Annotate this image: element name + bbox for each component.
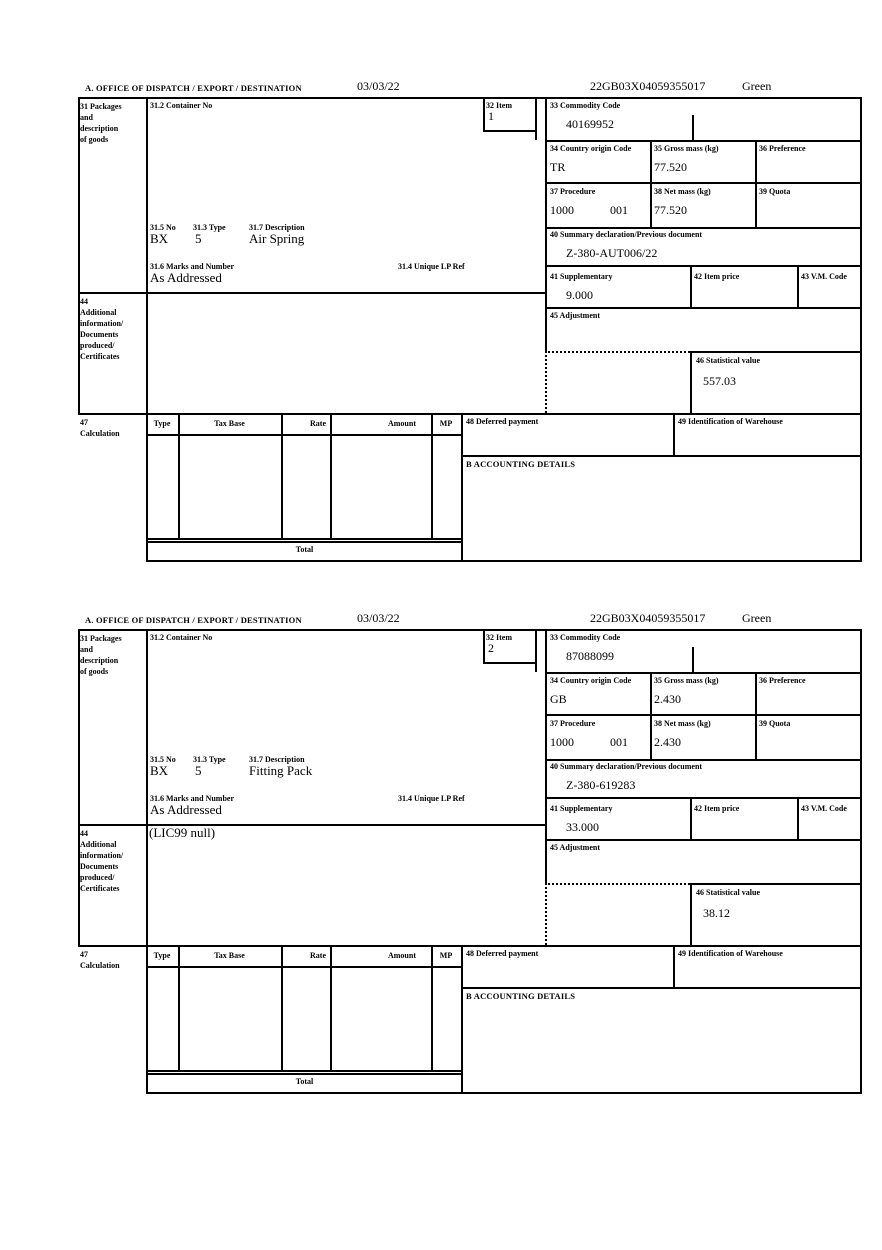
grid-line: [146, 966, 463, 968]
grid-line: [146, 1073, 463, 1075]
grid-line: [146, 538, 463, 540]
box31-label-line: 31 Packages: [80, 102, 122, 111]
item-label: 32 Item: [486, 101, 512, 110]
box47-label: [80, 949, 120, 971]
tax-header-amount: Amount: [387, 419, 416, 428]
grid-line: [673, 413, 675, 455]
grid-line: [78, 945, 862, 947]
gross-mass-value: 77.520: [654, 160, 687, 174]
tax-header-amount: Amount: [387, 951, 416, 960]
country-origin-label: 34 Country origin Code: [550, 676, 632, 685]
grid-line: [330, 413, 332, 538]
box47-label: [80, 417, 120, 439]
adjustment-label: 45 Adjustment: [550, 311, 601, 320]
gross-mass-label: 35 Gross mass (kg): [654, 676, 719, 685]
movement-reference-number: 22GB03X04059355017: [590, 611, 706, 625]
box44-label: [80, 296, 123, 362]
box31-label-line: and: [80, 113, 93, 122]
grid-line: [281, 413, 283, 538]
box31-label-line: description: [80, 124, 119, 133]
grid-line: [461, 413, 463, 560]
grid-line: [78, 292, 547, 294]
grid-line: [650, 672, 652, 759]
item-number-value: 2: [488, 641, 494, 655]
warehouse-id-label: 49 Identification of Warehouse: [678, 949, 783, 958]
box44-label-line: produced/: [80, 873, 115, 882]
grid-line: [673, 945, 675, 987]
accounting-details-label: B ACCOUNTING DETAILS: [466, 991, 576, 1001]
grid-line: [690, 265, 692, 307]
movement-reference-number: 22GB03X04059355017: [590, 79, 706, 93]
grid-line: [146, 1092, 862, 1094]
box31-label-line: description: [80, 656, 119, 665]
grid-line: [545, 307, 862, 309]
preference-label: 36 Preference: [759, 144, 806, 153]
dotted-grid-line: [545, 883, 547, 945]
marks-value: As Addressed: [150, 270, 222, 285]
grid-line: [483, 629, 485, 662]
supplementary-label: 41 Supplementary: [550, 272, 613, 281]
grid-line: [755, 140, 757, 227]
tax-header-tax-base: Tax Base: [214, 419, 245, 428]
package-no-label: 31.5 No: [150, 223, 176, 232]
box44-label-line: Certificates: [80, 352, 120, 361]
grid-line: [690, 883, 692, 945]
description-value: Air Spring: [249, 231, 305, 246]
package-no-label: 31.5 No: [150, 755, 176, 764]
statistical-value-value: 557.03: [703, 374, 736, 388]
box44-label-line: 44: [80, 297, 88, 306]
grid-line: [545, 672, 862, 674]
marks-label: 31.6 Marks and Number: [150, 794, 235, 803]
grid-line: [78, 97, 862, 99]
additional-information-value: (LIC99 null): [149, 825, 216, 840]
grid-line: [330, 945, 332, 1070]
box44-label-line: Additional: [80, 840, 117, 849]
previous-document-value: Z-380-619283: [566, 778, 636, 792]
tax-header-rate: Rate: [310, 951, 326, 960]
box47-label-line: 47: [80, 418, 88, 427]
package-type-value: 5: [195, 763, 202, 778]
vm-code-label: 43 V.M. Code: [801, 272, 847, 281]
grid-line: [545, 797, 862, 799]
grid-line: [535, 97, 537, 140]
box44-label-line: Certificates: [80, 884, 120, 893]
grid-line: [146, 434, 463, 436]
dotted-grid-line: [545, 351, 690, 353]
grid-line: [78, 629, 862, 631]
gross-mass-value: 2.430: [654, 692, 681, 706]
item-price-label: 42 Item price: [694, 804, 740, 813]
previous-document-label: 40 Summary declaration/Previous document: [550, 762, 703, 771]
description-label: 31.7 Description: [249, 223, 305, 232]
package-no-value: BX: [150, 763, 169, 778]
tax-header-rate: Rate: [310, 419, 326, 428]
previous-document-value: Z-380-AUT006/22: [566, 246, 658, 260]
office-of-dispatch-label: A. OFFICE OF DISPATCH / EXPORT / DESTINATION: [85, 615, 302, 625]
net-mass-label: 38 Net mass (kg): [654, 719, 711, 728]
accounting-details-label: B ACCOUNTING DETAILS: [466, 459, 576, 469]
statistical-value-value: 38.12: [703, 906, 730, 920]
container-no-label: 31.2 Container No: [150, 101, 213, 110]
grid-line: [690, 883, 862, 885]
box44-label-line: information/: [80, 851, 124, 860]
grid-line: [535, 629, 537, 672]
route-status: Green: [742, 611, 772, 625]
tax-header-mp: MP: [439, 419, 453, 428]
grid-line: [690, 797, 692, 839]
previous-document-label: 40 Summary declaration/Previous document: [550, 230, 703, 239]
adjustment-label: 45 Adjustment: [550, 843, 601, 852]
description-label: 31.7 Description: [249, 755, 305, 764]
box47-label-line: Calculation: [80, 961, 120, 970]
box44-label: [80, 828, 123, 894]
country-origin-label: 34 Country origin Code: [550, 144, 632, 153]
office-of-dispatch-label: A. OFFICE OF DISPATCH / EXPORT / DESTINATION: [85, 83, 302, 93]
commodity-code-label: 33 Commodity Code: [550, 101, 621, 110]
box44-label-line: 44: [80, 829, 88, 838]
grid-line: [545, 182, 862, 184]
deferred-payment-label: 48 Deferred payment: [466, 417, 539, 426]
supplementary-label: 41 Supplementary: [550, 804, 613, 813]
grid-line: [545, 714, 862, 716]
box44-label-line: Documents: [80, 330, 119, 339]
customs-declaration-item-copy: [0, 612, 882, 1094]
commodity-code-label: 33 Commodity Code: [550, 633, 621, 642]
net-mass-value: 2.430: [654, 735, 681, 749]
marks-value: As Addressed: [150, 802, 222, 817]
grid-line: [860, 629, 862, 1092]
item-label: 32 Item: [486, 633, 512, 642]
grid-line: [461, 987, 862, 989]
declaration-date: 03/03/22: [357, 611, 400, 625]
procedure-label: 37 Procedure: [550, 719, 596, 728]
box31-label-line: of goods: [80, 667, 109, 676]
box44-label-line: Documents: [80, 862, 119, 871]
deferred-payment-label: 48 Deferred payment: [466, 949, 539, 958]
grid-line: [690, 351, 692, 413]
package-no-value: BX: [150, 231, 169, 246]
grid-line: [146, 1070, 463, 1072]
tax-header-type: Type: [153, 951, 171, 960]
item-number-value: 1: [488, 109, 494, 123]
grid-line: [431, 413, 433, 538]
quota-label: 39 Quota: [759, 187, 791, 196]
grid-line: [146, 541, 463, 543]
grid-line: [545, 265, 862, 267]
declaration-date: 03/03/22: [357, 79, 400, 93]
tax-header-type: Type: [153, 419, 171, 428]
package-type-label: 31.3 Type: [193, 755, 226, 764]
grid-line: [545, 140, 862, 142]
tax-total-label: Total: [295, 545, 314, 554]
grid-line: [178, 945, 180, 1070]
grid-line: [431, 945, 433, 1070]
box44-label-line: Additional: [80, 308, 117, 317]
grid-line: [483, 130, 537, 132]
supplementary-value: 33.000: [566, 820, 599, 834]
box31-label-line: and: [80, 645, 93, 654]
container-no-label: 31.2 Container No: [150, 633, 213, 642]
box31-label: [80, 101, 122, 145]
unique-lp-ref-label: 31.4 Unique LP Ref: [398, 262, 465, 271]
grid-line: [178, 413, 180, 538]
grid-line: [650, 140, 652, 227]
grid-line: [146, 629, 148, 1092]
dotted-grid-line: [545, 351, 547, 413]
box31-label-line: 31 Packages: [80, 634, 122, 643]
procedure-value-1: 1000: [550, 203, 574, 217]
procedure-value-2: 001: [610, 735, 628, 749]
grid-line: [545, 759, 862, 761]
grid-line: [797, 797, 799, 839]
tax-header-mp: MP: [439, 951, 453, 960]
box44-label-line: produced/: [80, 341, 115, 350]
box47-label-line: 47: [80, 950, 88, 959]
grid-line: [483, 97, 485, 130]
country-origin-value: TR: [550, 160, 566, 174]
net-mass-label: 38 Net mass (kg): [654, 187, 711, 196]
net-mass-value: 77.520: [654, 203, 687, 217]
unique-lp-ref-label: 31.4 Unique LP Ref: [398, 794, 465, 803]
customs-declaration-item-copy: [0, 80, 882, 562]
grid-line: [461, 945, 463, 1092]
grid-line: [545, 839, 862, 841]
grid-line: [461, 455, 862, 457]
warehouse-id-label: 49 Identification of Warehouse: [678, 417, 783, 426]
tax-total-label: Total: [295, 1077, 314, 1086]
grid-line: [860, 97, 862, 560]
procedure-value-1: 1000: [550, 735, 574, 749]
grid-line: [281, 945, 283, 1070]
grid-line: [755, 672, 757, 759]
statistical-value-label: 46 Statistical value: [696, 356, 760, 365]
procedure-label: 37 Procedure: [550, 187, 596, 196]
statistical-value-label: 46 Statistical value: [696, 888, 760, 897]
dotted-grid-line: [545, 883, 690, 885]
tax-header-tax-base: Tax Base: [214, 951, 245, 960]
preference-label: 36 Preference: [759, 676, 806, 685]
grid-line: [692, 115, 694, 140]
box47-label-line: Calculation: [80, 429, 120, 438]
supplementary-value: 9.000: [566, 288, 593, 302]
gross-mass-label: 35 Gross mass (kg): [654, 144, 719, 153]
commodity-code-value: 87088099: [566, 649, 614, 663]
grid-line: [545, 227, 862, 229]
grid-line: [78, 413, 862, 415]
grid-line: [692, 647, 694, 672]
grid-line: [797, 265, 799, 307]
box31-label: [80, 633, 122, 677]
country-origin-value: GB: [550, 692, 567, 706]
route-status: Green: [742, 79, 772, 93]
package-type-label: 31.3 Type: [193, 223, 226, 232]
procedure-value-2: 001: [610, 203, 628, 217]
item-price-label: 42 Item price: [694, 272, 740, 281]
commodity-code-value: 40169952: [566, 117, 614, 131]
marks-label: 31.6 Marks and Number: [150, 262, 235, 271]
package-type-value: 5: [195, 231, 202, 246]
grid-line: [146, 97, 148, 560]
grid-line: [483, 662, 537, 664]
quota-label: 39 Quota: [759, 719, 791, 728]
grid-line: [690, 351, 862, 353]
box44-label-line: information/: [80, 319, 124, 328]
grid-line: [545, 629, 547, 883]
box31-label-line: of goods: [80, 135, 109, 144]
description-value: Fitting Pack: [249, 763, 313, 778]
grid-line: [545, 97, 547, 351]
vm-code-label: 43 V.M. Code: [801, 804, 847, 813]
grid-line: [146, 560, 862, 562]
